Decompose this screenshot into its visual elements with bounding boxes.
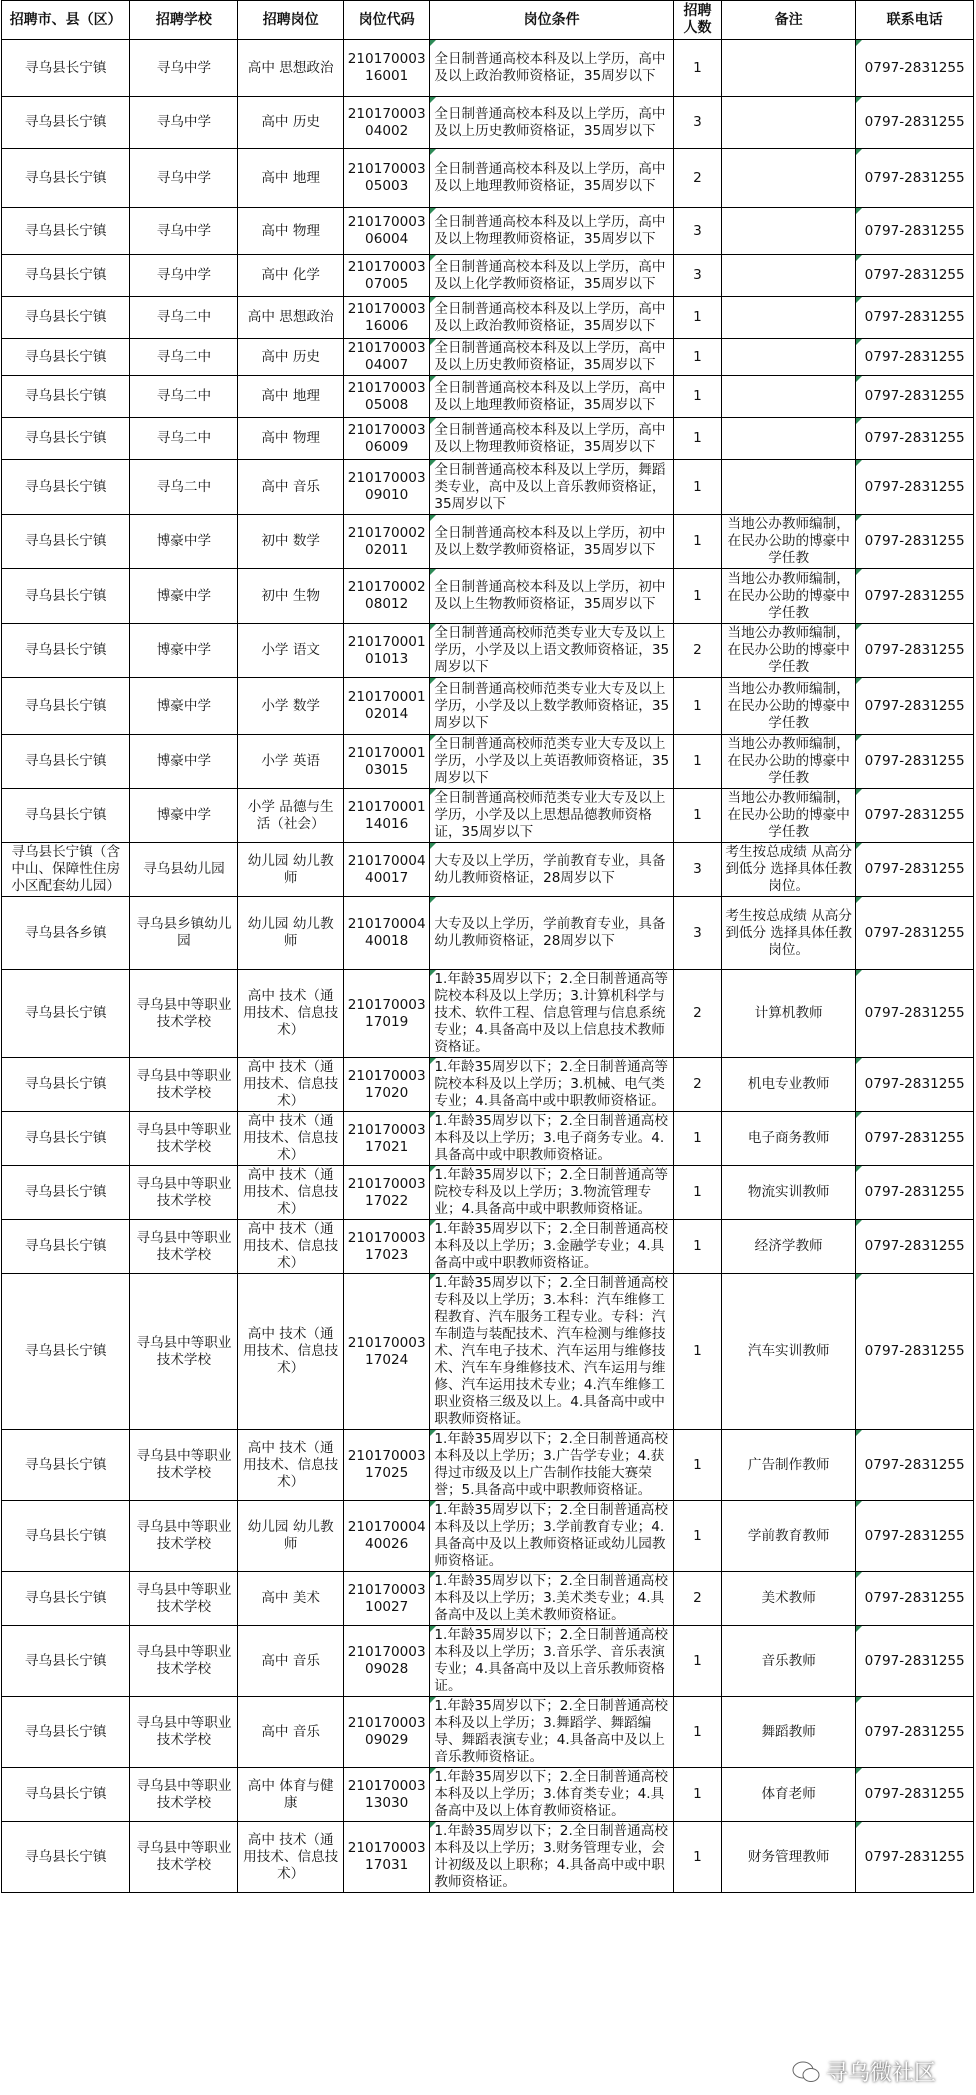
code-cell: 21017000103015 (343, 735, 429, 789)
table-row (2, 149, 974, 208)
phone-cell: 0797-2831255 (856, 1572, 974, 1626)
school-cell: 寻乌二中 (130, 418, 238, 460)
note-cell: 体育老师 (721, 1768, 855, 1822)
conditions-cell: 全日制普通高校本科及以上学历，高中及以上化学教师资格证，35周岁以下 (430, 255, 674, 297)
code-cell: 21017000304002 (343, 97, 429, 149)
phone-cell: 0797-2831255 (856, 1058, 974, 1112)
note-cell: 当地公办教师编制，在民办公助的博豪中学任教 (721, 678, 855, 735)
code-cell: 21017000307005 (343, 255, 429, 297)
count-cell: 1 (673, 1501, 721, 1572)
region-cell: 寻乌县长宁镇 (2, 789, 130, 843)
header-conditions: 岗位条件 (430, 1, 674, 40)
region-cell: 寻乌县长宁镇 (2, 1572, 130, 1626)
school-cell: 博豪中学 (130, 735, 238, 789)
post-cell: 幼儿园 幼儿教师 (238, 1501, 344, 1572)
region-cell: 寻乌县长宁镇 (2, 255, 130, 297)
table-row (2, 1220, 974, 1274)
school-cell: 寻乌中学 (130, 97, 238, 149)
count-cell: 1 (673, 1274, 721, 1430)
conditions-cell: 大专及以上学历，学前教育专业，具备幼儿教师资格证，28周岁以下 (430, 897, 674, 970)
phone-cell: 0797-2831255 (856, 624, 974, 678)
conditions-cell: 全日制普通高校本科及以上学历，高中及以上地理教师资格证，35周岁以下 (430, 149, 674, 208)
code-cell: 21017000305003 (343, 149, 429, 208)
conditions-cell: 大专及以上学历，学前教育专业，具备幼儿教师资格证，28周岁以下 (430, 843, 674, 897)
conditions-cell: 1.年龄35周岁以下；2.全日制普通高校本科及以上学历；3.电子商务专业。4.具备高中或中职教师资格证。 (430, 1112, 674, 1166)
post-cell: 小学 数学 (238, 678, 344, 735)
region-cell: 寻乌县长宁镇（含中山、保障性住房小区配套幼儿园） (2, 843, 130, 897)
note-cell: 音乐教师 (721, 1626, 855, 1697)
post-cell: 高中 物理 (238, 418, 344, 460)
region-cell: 寻乌县长宁镇 (2, 1822, 130, 1893)
post-cell: 高中 技术（通用技术、信息技术） (238, 1112, 344, 1166)
conditions-cell: 1.年龄35周岁以下；2.全日制普通高校本科及以上学历；3.美术类专业；4.具备高中及以上美术教师资格证。 (430, 1572, 674, 1626)
table-row (2, 297, 974, 339)
phone-cell: 0797-2831255 (856, 208, 974, 255)
school-cell: 寻乌县中等职业技术学校 (130, 970, 238, 1058)
phone-cell: 0797-2831255 (856, 1220, 974, 1274)
code-cell: 21017000317021 (343, 1112, 429, 1166)
conditions-cell: 1.年龄35周岁以下；2.全日制普通高校本科及以上学历；3.舞蹈学、舞蹈编导、舞蹈表演专业；4.具备高中及以上音乐教师资格证。 (430, 1697, 674, 1768)
note-cell: 当地公办教师编制，在民办公助的博豪中学任教 (721, 569, 855, 624)
note-cell: 美术教师 (721, 1572, 855, 1626)
code-cell: 21017000317025 (343, 1430, 429, 1501)
region-cell: 寻乌县长宁镇 (2, 149, 130, 208)
count-cell: 1 (673, 1626, 721, 1697)
note-cell: 舞蹈教师 (721, 1697, 855, 1768)
school-cell: 寻乌县中等职业技术学校 (130, 1572, 238, 1626)
count-cell: 2 (673, 1572, 721, 1626)
phone-cell: 0797-2831255 (856, 1430, 974, 1501)
table-row (2, 418, 974, 460)
post-cell: 高中 地理 (238, 149, 344, 208)
code-cell: 21017000317023 (343, 1220, 429, 1274)
region-cell: 寻乌县长宁镇 (2, 339, 130, 376)
count-cell: 1 (673, 376, 721, 418)
count-cell: 1 (673, 569, 721, 624)
school-cell: 寻乌二中 (130, 460, 238, 515)
post-cell: 高中 技术（通用技术、信息技术） (238, 1430, 344, 1501)
code-cell: 21017000440018 (343, 897, 429, 970)
header-note: 备注 (721, 1, 855, 40)
note-cell (721, 40, 855, 97)
count-cell: 1 (673, 418, 721, 460)
code-cell: 21017000310027 (343, 1572, 429, 1626)
phone-cell: 0797-2831255 (856, 339, 974, 376)
post-cell: 高中 技术（通用技术、信息技术） (238, 1274, 344, 1430)
school-cell: 寻乌县中等职业技术学校 (130, 1768, 238, 1822)
region-cell: 寻乌县长宁镇 (2, 418, 130, 460)
note-cell: 计算机教师 (721, 970, 855, 1058)
table-row (2, 1572, 974, 1626)
count-cell: 2 (673, 970, 721, 1058)
count-cell: 3 (673, 255, 721, 297)
post-cell: 幼儿园 幼儿教师 (238, 897, 344, 970)
note-cell (721, 418, 855, 460)
code-cell: 21017000313030 (343, 1768, 429, 1822)
table-row (2, 40, 974, 97)
phone-cell: 0797-2831255 (856, 1768, 974, 1822)
watermark (792, 2056, 936, 2087)
note-cell: 当地公办教师编制，在民办公助的博豪中学任教 (721, 624, 855, 678)
school-cell: 寻乌县中等职业技术学校 (130, 1501, 238, 1572)
phone-cell: 0797-2831255 (856, 149, 974, 208)
conditions-cell: 全日制普通高校师范类专业大专及以上学历，小学及以上思想品德教师资格证，35周岁以下 (430, 789, 674, 843)
school-cell: 寻乌二中 (130, 297, 238, 339)
count-cell: 1 (673, 339, 721, 376)
header-code: 岗位代码 (343, 1, 429, 40)
watermark-text: 寻乌微社区 (825, 2061, 936, 2086)
school-cell: 寻乌县中等职业技术学校 (130, 1274, 238, 1430)
school-cell: 寻乌县中等职业技术学校 (130, 1112, 238, 1166)
phone-cell: 0797-2831255 (856, 735, 974, 789)
region-cell: 寻乌县长宁镇 (2, 678, 130, 735)
header-region: 招聘市、县（区） (2, 1, 130, 40)
school-cell: 寻乌二中 (130, 376, 238, 418)
phone-cell: 0797-2831255 (856, 897, 974, 970)
code-cell: 21017000317019 (343, 970, 429, 1058)
region-cell: 寻乌县长宁镇 (2, 1697, 130, 1768)
code-cell: 21017000114016 (343, 789, 429, 843)
count-cell: 1 (673, 1166, 721, 1220)
header-post: 招聘岗位 (238, 1, 344, 40)
wechat-icon (792, 2060, 820, 2084)
phone-cell: 0797-2831255 (856, 1274, 974, 1430)
phone-cell: 0797-2831255 (856, 418, 974, 460)
region-cell: 寻乌县长宁镇 (2, 40, 130, 97)
note-cell: 当地公办教师编制，在民办公助的博豪中学任教 (721, 735, 855, 789)
region-cell: 寻乌县长宁镇 (2, 1166, 130, 1220)
count-cell: 3 (673, 208, 721, 255)
table-row (2, 97, 974, 149)
region-cell: 寻乌县长宁镇 (2, 735, 130, 789)
post-cell: 小学 语文 (238, 624, 344, 678)
count-cell: 1 (673, 1112, 721, 1166)
code-cell: 21017000440017 (343, 843, 429, 897)
table-row (2, 897, 974, 970)
region-cell: 寻乌县长宁镇 (2, 460, 130, 515)
school-cell: 寻乌县乡镇幼儿园 (130, 897, 238, 970)
phone-cell: 0797-2831255 (856, 515, 974, 569)
note-cell (721, 297, 855, 339)
phone-cell: 0797-2831255 (856, 789, 974, 843)
table-row (2, 569, 974, 624)
code-cell: 21017000304007 (343, 339, 429, 376)
code-cell: 21017000208012 (343, 569, 429, 624)
count-cell: 1 (673, 789, 721, 843)
table-row (2, 843, 974, 897)
conditions-cell: 全日制普通高校本科及以上学历，初中及以上数学教师资格证，35周岁以下 (430, 515, 674, 569)
school-cell: 寻乌县中等职业技术学校 (130, 1626, 238, 1697)
table-row (2, 678, 974, 735)
count-cell: 3 (673, 97, 721, 149)
table-row (2, 339, 974, 376)
phone-cell: 0797-2831255 (856, 678, 974, 735)
school-cell: 寻乌中学 (130, 255, 238, 297)
post-cell: 小学 英语 (238, 735, 344, 789)
code-cell: 21017000306009 (343, 418, 429, 460)
table-row (2, 970, 974, 1058)
region-cell: 寻乌县长宁镇 (2, 97, 130, 149)
header-row (2, 1, 974, 40)
region-cell: 寻乌县长宁镇 (2, 970, 130, 1058)
school-cell: 寻乌中学 (130, 208, 238, 255)
post-cell: 高中 体育与健康 (238, 1768, 344, 1822)
recruitment-table (1, 0, 974, 1893)
phone-cell: 0797-2831255 (856, 297, 974, 339)
table-row (2, 789, 974, 843)
conditions-cell: 全日制普通高校本科及以上学历，高中及以上物理教师资格证，35周岁以下 (430, 418, 674, 460)
count-cell: 1 (673, 678, 721, 735)
table-row (2, 1430, 974, 1501)
school-cell: 博豪中学 (130, 789, 238, 843)
count-cell: 2 (673, 624, 721, 678)
conditions-cell: 全日制普通高校本科及以上学历，高中及以上历史教师资格证，35周岁以下 (430, 97, 674, 149)
note-cell: 当地公办教师编制，在民办公助的博豪中学任教 (721, 515, 855, 569)
note-cell (721, 376, 855, 418)
code-cell: 21017000317031 (343, 1822, 429, 1893)
post-cell: 高中 音乐 (238, 1626, 344, 1697)
phone-cell: 0797-2831255 (856, 1626, 974, 1697)
region-cell: 寻乌县长宁镇 (2, 624, 130, 678)
header-phone: 联系电话 (856, 1, 974, 40)
school-cell: 博豪中学 (130, 624, 238, 678)
conditions-cell: 全日制普通高校本科及以上学历，舞蹈类专业，高中及以上音乐教师资格证，35周岁以下 (430, 460, 674, 515)
post-cell: 高中 美术 (238, 1572, 344, 1626)
table-row (2, 376, 974, 418)
note-cell (721, 339, 855, 376)
table-row (2, 1626, 974, 1697)
phone-cell: 0797-2831255 (856, 376, 974, 418)
region-cell: 寻乌县长宁镇 (2, 1112, 130, 1166)
note-cell: 经济学教师 (721, 1220, 855, 1274)
count-cell: 1 (673, 1220, 721, 1274)
note-cell: 物流实训教师 (721, 1166, 855, 1220)
count-cell: 1 (673, 1768, 721, 1822)
conditions-cell: 1.年龄35周岁以下；2.全日制普通高校本科及以上学历；3.广告学专业；4.获得过市级及以上广告制作技能大赛荣誉；5.具备高中或中职教师资格证。 (430, 1430, 674, 1501)
note-cell: 机电专业教师 (721, 1058, 855, 1112)
conditions-cell: 全日制普通高校师范类专业大专及以上学历，小学及以上数学教师资格证，35周岁以下 (430, 678, 674, 735)
table-row (2, 255, 974, 297)
count-cell: 1 (673, 40, 721, 97)
conditions-cell: 1.年龄35周岁以下；2.全日制普通高校专科及以上学历；3.本科：汽车维修工程教育、汽车服务工程专业。专科：汽车制造与装配技术、汽车检测与维修技术、汽车电子技术、汽车运用与维修技术、汽车车身维修技术、汽车运用与维修、汽车运用技术专业；4.汽车维修工职业资格三级及以上。4.具备高中或中职教师资格证。 (430, 1274, 674, 1430)
table-row (2, 460, 974, 515)
conditions-cell: 全日制普通高校本科及以上学历，初中及以上生物教师资格证，35周岁以下 (430, 569, 674, 624)
code-cell: 21017000202011 (343, 515, 429, 569)
count-cell: 1 (673, 460, 721, 515)
post-cell: 高中 物理 (238, 208, 344, 255)
school-cell: 寻乌县中等职业技术学校 (130, 1058, 238, 1112)
note-cell: 财务管理教师 (721, 1822, 855, 1893)
post-cell: 小学 品德与生活（社会） (238, 789, 344, 843)
note-cell: 当地公办教师编制，在民办公助的博豪中学任教 (721, 789, 855, 843)
conditions-cell: 1.年龄35周岁以下；2.全日制普通高校本科及以上学历；3.音乐学、音乐表演专业；4.具备高中及以上音乐教师资格证。 (430, 1626, 674, 1697)
conditions-cell: 全日制普通高校本科及以上学历，高中及以上政治教师资格证，35周岁以下 (430, 297, 674, 339)
post-cell: 初中 数学 (238, 515, 344, 569)
code-cell: 21017000309029 (343, 1697, 429, 1768)
code-cell: 21017000440026 (343, 1501, 429, 1572)
school-cell: 博豪中学 (130, 569, 238, 624)
note-cell (721, 460, 855, 515)
table-row (2, 1822, 974, 1893)
conditions-cell: 全日制普通高校本科及以上学历，高中及以上地理教师资格证，35周岁以下 (430, 376, 674, 418)
conditions-cell: 1.年龄35周岁以下；2.全日制普通高校本科及以上学历；3.体育类专业；4.具备高中及以上体育教师资格证。 (430, 1768, 674, 1822)
school-cell: 寻乌中学 (130, 40, 238, 97)
code-cell: 21017000317022 (343, 1166, 429, 1220)
post-cell: 高中 历史 (238, 97, 344, 149)
post-cell: 幼儿园 幼儿教师 (238, 843, 344, 897)
count-cell: 1 (673, 297, 721, 339)
conditions-cell: 1.年龄35周岁以下；2.全日制普通高等院校本科及以上学历；3.计算机科学与技术、软件工程、信息管理与信息系统专业；4.具备高中及以上信息技术教师资格证。 (430, 970, 674, 1058)
conditions-cell: 全日制普通高校本科及以上学历，高中及以上物理教师资格证，35周岁以下 (430, 208, 674, 255)
school-cell: 博豪中学 (130, 678, 238, 735)
count-cell: 1 (673, 735, 721, 789)
table-row (2, 515, 974, 569)
region-cell: 寻乌县长宁镇 (2, 515, 130, 569)
phone-cell: 0797-2831255 (856, 970, 974, 1058)
school-cell: 寻乌县中等职业技术学校 (130, 1430, 238, 1501)
post-cell: 高中 化学 (238, 255, 344, 297)
note-cell: 广告制作教师 (721, 1430, 855, 1501)
post-cell: 高中 历史 (238, 339, 344, 376)
code-cell: 21017000306004 (343, 208, 429, 255)
school-cell: 寻乌县中等职业技术学校 (130, 1166, 238, 1220)
post-cell: 高中 技术（通用技术、信息技术） (238, 1220, 344, 1274)
table-row (2, 1501, 974, 1572)
post-cell: 高中 思想政治 (238, 297, 344, 339)
phone-cell: 0797-2831255 (856, 1112, 974, 1166)
post-cell: 高中 技术（通用技术、信息技术） (238, 1058, 344, 1112)
table-row (2, 1058, 974, 1112)
note-cell (721, 208, 855, 255)
note-cell: 考生按总成绩 从高分到低分 选择具体任教岗位。 (721, 843, 855, 897)
region-cell: 寻乌县长宁镇 (2, 1768, 130, 1822)
table-row (2, 1768, 974, 1822)
table-row (2, 1274, 974, 1430)
phone-cell: 0797-2831255 (856, 1697, 974, 1768)
note-cell: 学前教育教师 (721, 1501, 855, 1572)
note-cell: 考生按总成绩 从高分到低分 选择具体任教岗位。 (721, 897, 855, 970)
region-cell: 寻乌县长宁镇 (2, 1430, 130, 1501)
phone-cell: 0797-2831255 (856, 1166, 974, 1220)
code-cell: 21017000317024 (343, 1274, 429, 1430)
count-cell: 3 (673, 897, 721, 970)
region-cell: 寻乌县各乡镇 (2, 897, 130, 970)
post-cell: 初中 生物 (238, 569, 344, 624)
region-cell: 寻乌县长宁镇 (2, 297, 130, 339)
school-cell: 寻乌县中等职业技术学校 (130, 1697, 238, 1768)
region-cell: 寻乌县长宁镇 (2, 1626, 130, 1697)
conditions-cell: 全日制普通高校师范类专业大专及以上学历，小学及以上语文教师资格证，35周岁以下 (430, 624, 674, 678)
school-cell: 寻乌二中 (130, 339, 238, 376)
code-cell: 21017000305008 (343, 376, 429, 418)
count-cell: 1 (673, 1430, 721, 1501)
post-cell: 高中 技术（通用技术、信息技术） (238, 1166, 344, 1220)
count-cell: 2 (673, 149, 721, 208)
conditions-cell: 全日制普通高校本科及以上学历，高中及以上政治教师资格证，35周岁以下 (430, 40, 674, 97)
note-cell (721, 255, 855, 297)
table-row (2, 1112, 974, 1166)
note-cell (721, 149, 855, 208)
phone-cell: 0797-2831255 (856, 97, 974, 149)
code-cell: 21017000316001 (343, 40, 429, 97)
phone-cell: 0797-2831255 (856, 460, 974, 515)
post-cell: 高中 音乐 (238, 460, 344, 515)
school-cell: 寻乌县幼儿园 (130, 843, 238, 897)
phone-cell: 0797-2831255 (856, 1501, 974, 1572)
count-cell: 1 (673, 1697, 721, 1768)
code-cell: 21017000102014 (343, 678, 429, 735)
conditions-cell: 1.年龄35周岁以下；2.全日制普通高校本科及以上学历；3.财务管理专业，会计初级及以上职称；4.具备高中或中职教师资格证。 (430, 1822, 674, 1893)
conditions-cell: 1.年龄35周岁以下；2.全日制普通高等院校本科及以上学历；3.机械、电气类专业；4.具备高中或中职教师资格证。 (430, 1058, 674, 1112)
phone-cell: 0797-2831255 (856, 255, 974, 297)
note-cell: 电子商务教师 (721, 1112, 855, 1166)
header-school: 招聘学校 (130, 1, 238, 40)
count-cell: 2 (673, 1058, 721, 1112)
post-cell: 高中 技术（通用技术、信息技术） (238, 1822, 344, 1893)
note-cell: 汽车实训教师 (721, 1274, 855, 1430)
count-cell: 1 (673, 1822, 721, 1893)
region-cell: 寻乌县长宁镇 (2, 1274, 130, 1430)
code-cell: 21017000317020 (343, 1058, 429, 1112)
table-row (2, 624, 974, 678)
table-row (2, 735, 974, 789)
table-row (2, 1166, 974, 1220)
phone-cell: 0797-2831255 (856, 1822, 974, 1893)
school-cell: 寻乌中学 (130, 149, 238, 208)
post-cell: 高中 地理 (238, 376, 344, 418)
region-cell: 寻乌县长宁镇 (2, 569, 130, 624)
table-row (2, 208, 974, 255)
phone-cell: 0797-2831255 (856, 40, 974, 97)
table-row (2, 1697, 974, 1768)
post-cell: 高中 技术（通用技术、信息技术） (238, 970, 344, 1058)
conditions-cell: 1.年龄35周岁以下；2.全日制普通高校本科及以上学历；3.金融学专业；4.具备高中或中职教师资格证。 (430, 1220, 674, 1274)
school-cell: 寻乌县中等职业技术学校 (130, 1822, 238, 1893)
count-cell: 1 (673, 515, 721, 569)
school-cell: 寻乌县中等职业技术学校 (130, 1220, 238, 1274)
code-cell: 21017000316006 (343, 297, 429, 339)
phone-cell: 0797-2831255 (856, 569, 974, 624)
region-cell: 寻乌县长宁镇 (2, 376, 130, 418)
region-cell: 寻乌县长宁镇 (2, 1220, 130, 1274)
code-cell: 21017000309028 (343, 1626, 429, 1697)
conditions-cell: 1.年龄35周岁以下；2.全日制普通高校本科及以上学历；3.学前教育专业；4.具备高中及以上教师资格证或幼儿园教师资格证。 (430, 1501, 674, 1572)
header-count: 招聘人数 (673, 1, 721, 40)
code-cell: 21017000309010 (343, 460, 429, 515)
post-cell: 高中 音乐 (238, 1697, 344, 1768)
conditions-cell: 全日制普通高校师范类专业大专及以上学历，小学及以上英语教师资格证，35周岁以下 (430, 735, 674, 789)
region-cell: 寻乌县长宁镇 (2, 1501, 130, 1572)
conditions-cell: 1.年龄35周岁以下；2.全日制普通高等院校专科及以上学历；3.物流管理专业；4.具备高中或中职教师资格证。 (430, 1166, 674, 1220)
region-cell: 寻乌县长宁镇 (2, 1058, 130, 1112)
post-cell: 高中 思想政治 (238, 40, 344, 97)
region-cell: 寻乌县长宁镇 (2, 208, 130, 255)
code-cell: 21017000101013 (343, 624, 429, 678)
conditions-cell: 全日制普通高校本科及以上学历，高中及以上历史教师资格证，35周岁以下 (430, 339, 674, 376)
phone-cell: 0797-2831255 (856, 843, 974, 897)
count-cell: 3 (673, 843, 721, 897)
school-cell: 博豪中学 (130, 515, 238, 569)
note-cell (721, 97, 855, 149)
